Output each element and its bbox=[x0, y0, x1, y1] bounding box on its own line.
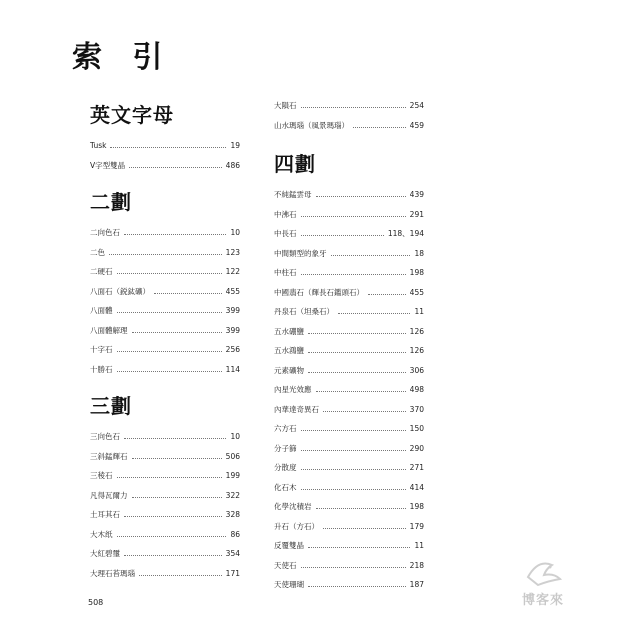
index-section bbox=[90, 100, 240, 175]
entry-page: 199 bbox=[225, 471, 240, 481]
entry-term: 山水瑪瑙（風景瑪瑙） bbox=[274, 120, 349, 130]
entry-term: 中沸石 bbox=[274, 209, 297, 219]
index-entry bbox=[274, 361, 424, 381]
entry-page: 187 bbox=[409, 580, 424, 590]
index-entry bbox=[90, 525, 240, 545]
index-entry bbox=[274, 478, 424, 498]
entry-page: 399 bbox=[225, 325, 240, 335]
entry-term: V字型雙晶 bbox=[90, 160, 126, 170]
leader-dots bbox=[129, 167, 222, 168]
index-entry bbox=[274, 116, 424, 136]
index-entry bbox=[274, 439, 424, 459]
entry-term: 反覆雙晶 bbox=[274, 541, 304, 551]
entry-term: 化學沈積岩 bbox=[274, 502, 312, 512]
entry-page: 291 bbox=[409, 209, 424, 219]
leader-dots bbox=[109, 254, 222, 255]
entry-term: 六方石 bbox=[274, 424, 297, 434]
entry-term: 元素礦物 bbox=[274, 365, 304, 375]
index-column-right bbox=[274, 96, 424, 595]
leader-dots bbox=[124, 555, 222, 556]
leader-dots bbox=[308, 586, 406, 587]
entry-term: 中間類型的象牙 bbox=[274, 248, 327, 258]
entry-page: 506 bbox=[225, 451, 240, 461]
entry-page: 290 bbox=[409, 443, 424, 453]
leader-dots bbox=[139, 575, 222, 576]
leader-dots bbox=[316, 508, 406, 509]
index-entry bbox=[90, 340, 240, 360]
bird-icon bbox=[508, 555, 578, 591]
leader-dots bbox=[301, 430, 406, 431]
index-entry bbox=[90, 466, 240, 486]
entry-page: 459 bbox=[409, 120, 424, 130]
index-entry bbox=[274, 224, 424, 244]
entry-page: 118、194 bbox=[387, 229, 424, 239]
entry-page: 11 bbox=[414, 541, 424, 551]
leader-dots bbox=[124, 234, 226, 235]
index-entry bbox=[90, 282, 240, 302]
entry-term: 三向色石 bbox=[90, 432, 120, 442]
entry-page: 171 bbox=[225, 568, 240, 578]
index-section bbox=[90, 391, 240, 583]
index-section bbox=[90, 187, 240, 379]
entry-term: 天使石 bbox=[274, 560, 297, 570]
entry-page: 328 bbox=[225, 510, 240, 520]
leader-dots bbox=[301, 469, 406, 470]
index-entry bbox=[90, 156, 240, 176]
leader-dots bbox=[308, 372, 406, 373]
entry-term: 十字石 bbox=[90, 345, 113, 355]
entry-page: 18 bbox=[414, 248, 424, 258]
entry-term: 分子篩 bbox=[274, 443, 297, 453]
entry-term: 三斜錳輝石 bbox=[90, 451, 128, 461]
index-entry bbox=[274, 575, 424, 595]
entry-page: 122 bbox=[225, 267, 240, 277]
entry-page: 439 bbox=[409, 190, 424, 200]
entry-term: 丹泉石（坦桑石） bbox=[274, 307, 334, 317]
entry-page: 354 bbox=[225, 549, 240, 559]
leader-dots bbox=[301, 489, 406, 490]
page-title: 索 引 bbox=[72, 40, 173, 75]
index-entry bbox=[90, 505, 240, 525]
index-entry bbox=[274, 556, 424, 576]
leader-dots bbox=[132, 332, 222, 333]
index-entry bbox=[90, 564, 240, 584]
entry-term: 內星光效應 bbox=[274, 385, 312, 395]
index-entry bbox=[274, 341, 424, 361]
index-section bbox=[274, 149, 424, 595]
entry-page: 126 bbox=[409, 326, 424, 336]
index-entry bbox=[274, 400, 424, 420]
index-entry bbox=[90, 360, 240, 380]
index-entry bbox=[90, 321, 240, 341]
entry-term: 升石（方石） bbox=[274, 521, 319, 531]
entry-term: 內華達奇異石 bbox=[274, 404, 319, 414]
index-entry bbox=[274, 419, 424, 439]
entry-page: 306 bbox=[409, 365, 424, 375]
section-heading: 三劃 bbox=[90, 394, 132, 418]
entry-page: 256 bbox=[225, 345, 240, 355]
index-entry bbox=[274, 96, 424, 116]
page-number: 508 bbox=[88, 598, 104, 607]
entry-term: 天使珊瑚 bbox=[274, 580, 304, 590]
index-entry bbox=[90, 262, 240, 282]
leader-dots bbox=[316, 391, 406, 392]
leader-dots bbox=[308, 333, 406, 334]
entry-page: 370 bbox=[409, 404, 424, 414]
leader-dots bbox=[308, 352, 406, 353]
entry-term: 大木纸 bbox=[90, 529, 113, 539]
leader-dots bbox=[338, 313, 410, 314]
entry-page: 455 bbox=[409, 287, 424, 297]
leader-dots bbox=[308, 547, 410, 548]
entry-term: 五水硼鹽 bbox=[274, 326, 304, 336]
entry-term: 中柱石 bbox=[274, 268, 297, 278]
leader-dots bbox=[323, 411, 406, 412]
entry-page: 399 bbox=[225, 306, 240, 316]
entry-page: 254 bbox=[409, 101, 424, 111]
index-entry bbox=[90, 544, 240, 564]
entry-term: 八面石（鋭鈦礦） bbox=[90, 286, 150, 296]
leader-dots bbox=[368, 294, 406, 295]
entry-page: 455 bbox=[225, 286, 240, 296]
index-entry bbox=[274, 185, 424, 205]
leader-dots bbox=[110, 147, 226, 148]
entry-page: 150 bbox=[409, 424, 424, 434]
index-entry bbox=[90, 243, 240, 263]
leader-dots bbox=[301, 274, 406, 275]
leader-dots bbox=[301, 567, 406, 568]
entry-page: 114 bbox=[225, 364, 240, 374]
section-heading: 英文字母 bbox=[90, 103, 174, 127]
leader-dots bbox=[117, 371, 222, 372]
leader-dots bbox=[132, 458, 222, 459]
index-entry bbox=[90, 447, 240, 467]
entry-page: 11 bbox=[414, 307, 424, 317]
index-entry bbox=[90, 486, 240, 506]
entry-term: Tusk bbox=[90, 141, 107, 151]
entry-term: 凡得瓦爾力 bbox=[90, 490, 128, 500]
entry-term: 二向色石 bbox=[90, 228, 120, 238]
leader-dots bbox=[301, 107, 406, 108]
index-entry bbox=[274, 283, 424, 303]
entry-term: 中國翡石（輝長石鑑頭石） bbox=[274, 287, 364, 297]
entry-page: 10 bbox=[230, 432, 240, 442]
index-entry bbox=[274, 244, 424, 264]
entry-term: 三稜石 bbox=[90, 471, 113, 481]
leader-dots bbox=[301, 450, 406, 451]
leader-dots bbox=[117, 536, 227, 537]
section-heading: 二劃 bbox=[90, 190, 132, 214]
index-entry bbox=[274, 205, 424, 225]
entry-term: 八面體解理 bbox=[90, 325, 128, 335]
leader-dots bbox=[124, 438, 226, 439]
leader-dots bbox=[117, 312, 222, 313]
section-heading: 四劃 bbox=[274, 152, 316, 176]
entry-term: 二色 bbox=[90, 247, 105, 257]
leader-dots bbox=[117, 273, 222, 274]
entry-term: 八面體 bbox=[90, 306, 113, 316]
entry-page: 126 bbox=[409, 346, 424, 356]
entry-term: 大紅碧璽 bbox=[90, 549, 120, 559]
entry-page: 19 bbox=[230, 141, 240, 151]
leader-dots bbox=[301, 216, 406, 217]
entry-page: 198 bbox=[409, 502, 424, 512]
leader-dots bbox=[323, 528, 406, 529]
entry-term: 土耳其石 bbox=[90, 510, 120, 520]
entry-page: 498 bbox=[409, 385, 424, 395]
index-entry bbox=[274, 322, 424, 342]
index-entry bbox=[90, 301, 240, 321]
index-entry bbox=[274, 263, 424, 283]
index-entry bbox=[90, 223, 240, 243]
entry-term: 大理石苔瑪瑙 bbox=[90, 568, 135, 578]
entry-page: 414 bbox=[409, 482, 424, 492]
entry-term: 中長石 bbox=[274, 229, 297, 239]
index-entry bbox=[274, 497, 424, 517]
index-entry bbox=[274, 458, 424, 478]
leader-dots bbox=[316, 196, 406, 197]
entry-term: 二硬石 bbox=[90, 267, 113, 277]
entry-page: 10 bbox=[230, 228, 240, 238]
watermark-logo bbox=[508, 555, 578, 615]
index-entry bbox=[274, 536, 424, 556]
leader-dots bbox=[117, 477, 222, 478]
entry-term: 化石木 bbox=[274, 482, 297, 492]
index-entry bbox=[274, 380, 424, 400]
leader-dots bbox=[353, 127, 406, 128]
entry-page: 218 bbox=[409, 560, 424, 570]
entry-term: 五水鴻鹽 bbox=[274, 346, 304, 356]
entry-term: 十勝石 bbox=[90, 364, 113, 374]
watermark-text: 博客來 bbox=[521, 593, 564, 608]
entry-term: 大隕石 bbox=[274, 101, 297, 111]
index-entry bbox=[90, 136, 240, 156]
entry-term: 不純錳雲母 bbox=[274, 190, 312, 200]
index-entry bbox=[274, 302, 424, 322]
entry-page: 86 bbox=[230, 529, 240, 539]
entry-page: 123 bbox=[225, 247, 240, 257]
leader-dots bbox=[124, 516, 222, 517]
entry-page: 271 bbox=[409, 463, 424, 473]
entry-page: 179 bbox=[409, 521, 424, 531]
entry-term: 分散度 bbox=[274, 463, 297, 473]
entry-page: 198 bbox=[409, 268, 424, 278]
entry-page: 322 bbox=[225, 490, 240, 500]
index-section bbox=[274, 96, 424, 135]
index-entry bbox=[274, 517, 424, 537]
leader-dots bbox=[301, 235, 384, 236]
entry-page: 486 bbox=[225, 160, 240, 170]
leader-dots bbox=[117, 351, 222, 352]
index-entry bbox=[90, 427, 240, 447]
leader-dots bbox=[331, 255, 411, 256]
leader-dots bbox=[154, 293, 222, 294]
index-column-left bbox=[90, 100, 240, 583]
leader-dots bbox=[132, 497, 222, 498]
